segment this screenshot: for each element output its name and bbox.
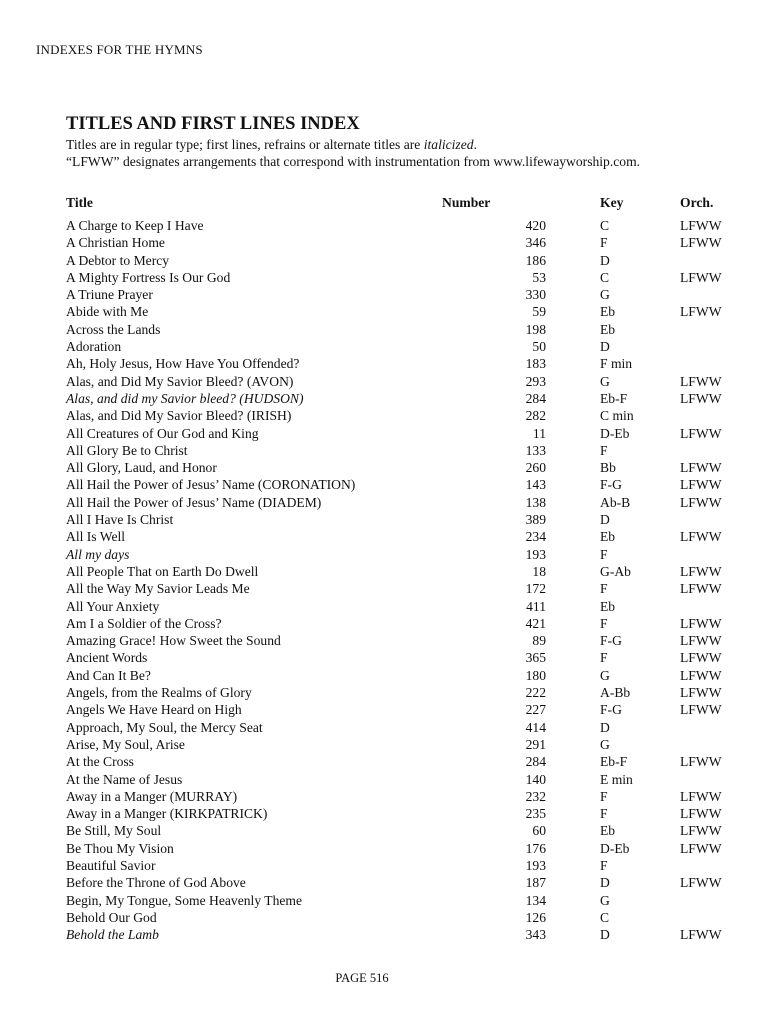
entry-number: 50 xyxy=(532,339,546,355)
entry-number: 134 xyxy=(525,892,546,908)
entry-key: D xyxy=(600,252,610,268)
table-row xyxy=(66,494,750,511)
entry-title: All Hail the Power of Jesus’ Name (CORONATION) xyxy=(66,477,356,493)
entry-key: Eb-F xyxy=(600,754,628,770)
entry-key: Eb xyxy=(600,598,616,614)
column-gap xyxy=(546,459,600,476)
entry-orch xyxy=(680,771,750,788)
entry-orch: LFWW xyxy=(680,685,722,701)
entry-number: 227 xyxy=(525,702,546,718)
entry-orch xyxy=(680,892,750,909)
column-gap xyxy=(546,909,600,926)
table-row xyxy=(66,736,750,753)
entry-key: F xyxy=(600,788,608,804)
entry-title: Away in a Manger (KIRKPATRICK) xyxy=(66,806,268,822)
entry-number: 183 xyxy=(525,356,546,372)
column-gap xyxy=(546,390,600,407)
entry-title: Arise, My Soul, Arise xyxy=(66,736,185,752)
entry-title: All Is Well xyxy=(66,529,126,545)
entry-key: F-G xyxy=(600,477,622,493)
entry-key: F xyxy=(600,615,608,631)
column-gap xyxy=(546,615,600,632)
entry-number: 193 xyxy=(525,857,546,873)
column-gap xyxy=(546,511,600,528)
entry-title: Beautiful Savior xyxy=(66,857,156,873)
table-row xyxy=(66,684,750,701)
intro-line-1-suffix: . xyxy=(473,137,477,152)
entry-key: Eb xyxy=(600,823,616,839)
column-gap xyxy=(546,805,600,822)
entry-title: A Triune Prayer xyxy=(66,287,153,303)
table-row xyxy=(66,234,750,251)
entry-number: 421 xyxy=(525,615,546,631)
entry-title: Am I a Soldier of the Cross? xyxy=(66,615,222,631)
entry-title: All I Have Is Christ xyxy=(66,512,174,528)
entry-title: Ancient Words xyxy=(66,650,148,666)
column-gap xyxy=(546,667,600,684)
entry-key: D xyxy=(600,339,610,355)
table-row xyxy=(66,407,750,424)
entry-title: Abide with Me xyxy=(66,304,149,320)
intro-line-1-prefix: Titles are in regular type; first lines, refrains or alternate titles are xyxy=(66,137,424,152)
entry-title: A Charge to Keep I Have xyxy=(66,218,204,233)
column-gap xyxy=(546,771,600,788)
entry-title: Behold the Lamb xyxy=(66,927,159,943)
table-row xyxy=(66,217,750,234)
entry-orch: LFWW xyxy=(680,702,722,718)
entry-orch: LFWW xyxy=(680,269,722,285)
entry-orch: LFWW xyxy=(680,754,722,770)
entry-title: All Glory, Laud, and Honor xyxy=(66,460,217,476)
column-gap xyxy=(546,649,600,666)
entry-number: 133 xyxy=(525,442,546,458)
entry-number: 222 xyxy=(525,685,546,701)
entry-title: All Glory Be to Christ xyxy=(66,442,188,458)
column-gap xyxy=(546,632,600,649)
entry-orch: LFWW xyxy=(680,615,722,631)
index-intro xyxy=(66,136,640,170)
entry-key: Eb xyxy=(600,321,616,337)
entry-title: A Mighty Fortress Is Our God xyxy=(66,269,231,285)
column-gap xyxy=(546,321,600,338)
table-row xyxy=(66,771,750,788)
entry-title: Begin, My Tongue, Some Heavenly Theme xyxy=(66,892,303,908)
entry-orch xyxy=(680,909,750,926)
table-row xyxy=(66,701,750,718)
entry-title: Alas, and Did My Savior Bleed? (AVON) xyxy=(66,373,294,389)
entry-orch: LFWW xyxy=(680,494,722,510)
table-row xyxy=(66,598,750,615)
entry-orch xyxy=(680,407,750,424)
table-row xyxy=(66,788,750,805)
column-gap xyxy=(546,442,600,459)
entry-key: F-G xyxy=(600,633,622,649)
entry-title: All Your Anxiety xyxy=(66,598,160,614)
entry-orch: LFWW xyxy=(680,633,722,649)
column-gap xyxy=(546,303,600,320)
table-row xyxy=(66,840,750,857)
entry-orch: LFWW xyxy=(680,788,722,804)
entry-orch xyxy=(680,857,750,874)
table-header-row xyxy=(66,195,750,217)
entry-orch: LFWW xyxy=(680,529,722,545)
entry-title: Amazing Grace! How Sweet the Sound xyxy=(66,633,281,649)
entry-number: 60 xyxy=(532,823,546,839)
entry-key: Eb xyxy=(600,529,616,545)
column-gap xyxy=(546,217,600,234)
entry-orch: LFWW xyxy=(680,425,722,441)
entry-key: F xyxy=(600,442,608,458)
entry-orch: LFWW xyxy=(680,840,722,856)
entry-orch xyxy=(680,355,750,372)
entry-key: F min xyxy=(600,356,633,372)
entry-orch xyxy=(680,286,750,303)
entry-number: 346 xyxy=(525,235,546,251)
column-gap xyxy=(546,563,600,580)
entry-key: G xyxy=(600,892,610,908)
entry-key: D xyxy=(600,875,610,891)
column-gap xyxy=(546,840,600,857)
intro-line-1 xyxy=(66,136,640,153)
entry-orch: LFWW xyxy=(680,563,722,579)
entry-title: A Christian Home xyxy=(66,235,165,251)
entry-orch xyxy=(680,321,750,338)
table-row xyxy=(66,563,750,580)
column-gap xyxy=(546,269,600,286)
entry-key: D xyxy=(600,927,610,943)
entry-key: F xyxy=(600,235,608,251)
entry-orch: LFWW xyxy=(680,823,722,839)
column-gap xyxy=(546,684,600,701)
entry-key: C xyxy=(600,269,610,285)
table-row xyxy=(66,511,750,528)
table-row xyxy=(66,355,750,372)
entry-number: 389 xyxy=(525,512,546,528)
entry-key: D-Eb xyxy=(600,425,630,441)
entry-number: 414 xyxy=(525,719,546,735)
column-gap xyxy=(546,373,600,390)
entry-title: At the Name of Jesus xyxy=(66,771,183,787)
entry-title: All my days xyxy=(66,546,130,562)
entry-number: 420 xyxy=(525,218,546,233)
table-row xyxy=(66,909,750,926)
entry-orch: LFWW xyxy=(680,650,722,666)
entry-key: F xyxy=(600,581,608,597)
entry-orch: LFWW xyxy=(680,218,722,233)
entry-title: All Creatures of Our God and King xyxy=(66,425,259,441)
entry-key: E min xyxy=(600,771,633,787)
entry-title: Across the Lands xyxy=(66,321,161,337)
table-row xyxy=(66,649,750,666)
column-gap xyxy=(546,857,600,874)
table-row xyxy=(66,252,750,269)
running-head: INDEXES FOR THE HYMNS xyxy=(36,42,203,57)
entry-number: 172 xyxy=(525,581,546,597)
entry-number: 11 xyxy=(532,425,546,441)
entry-title: Be Thou My Vision xyxy=(66,840,174,856)
entry-title: Away in a Manger (MURRAY) xyxy=(66,788,238,804)
entry-title: Angels, from the Realms of Glory xyxy=(66,685,252,701)
table-row xyxy=(66,892,750,909)
intro-italic-word: italicized xyxy=(423,137,474,152)
entry-title: Approach, My Soul, the Mercy Seat xyxy=(66,719,263,735)
table-row xyxy=(66,546,750,563)
entry-number: 235 xyxy=(525,806,546,822)
entry-orch: LFWW xyxy=(680,235,722,251)
column-gap xyxy=(546,719,600,736)
table-row xyxy=(66,459,750,476)
entry-number: 284 xyxy=(525,390,546,406)
entry-key: C xyxy=(600,218,610,233)
column-header-key: Key xyxy=(600,195,624,210)
entry-key: D xyxy=(600,512,610,528)
entry-number: 193 xyxy=(525,546,546,562)
table-row xyxy=(66,321,750,338)
entry-number: 411 xyxy=(526,598,546,614)
entry-key: G xyxy=(600,667,610,683)
table-row xyxy=(66,528,750,545)
entry-key: G xyxy=(600,373,610,389)
table-row xyxy=(66,822,750,839)
entry-title: Adoration xyxy=(66,339,122,355)
column-gap xyxy=(546,788,600,805)
titles-index-table xyxy=(66,195,750,943)
column-gap xyxy=(546,494,600,511)
entry-title: At the Cross xyxy=(66,754,134,770)
column-gap xyxy=(546,528,600,545)
table-row xyxy=(66,719,750,736)
entry-number: 180 xyxy=(525,667,546,683)
table-row xyxy=(66,857,750,874)
entry-orch: LFWW xyxy=(680,806,722,822)
entry-number: 53 xyxy=(532,269,546,285)
table-row xyxy=(66,753,750,770)
entry-key: D-Eb xyxy=(600,840,630,856)
entry-orch xyxy=(680,719,750,736)
entry-number: 176 xyxy=(525,840,546,856)
entry-number: 186 xyxy=(525,252,546,268)
table-row xyxy=(66,874,750,891)
entry-key: D xyxy=(600,719,610,735)
entry-orch: LFWW xyxy=(680,667,722,683)
column-gap xyxy=(546,598,600,615)
column-gap xyxy=(546,476,600,493)
entry-title: Angels We Have Heard on High xyxy=(66,702,242,718)
entry-orch: LFWW xyxy=(680,581,722,597)
entry-orch xyxy=(680,511,750,528)
entry-number: 293 xyxy=(525,373,546,389)
column-gap xyxy=(546,892,600,909)
entry-orch xyxy=(680,546,750,563)
entry-number: 291 xyxy=(525,736,546,752)
entry-orch: LFWW xyxy=(680,373,722,389)
entry-orch xyxy=(680,598,750,615)
entry-key: F-G xyxy=(600,702,622,718)
column-gap xyxy=(546,580,600,597)
column-header-orch: Orch. xyxy=(680,195,714,210)
entry-title: All People That on Earth Do Dwell xyxy=(66,563,259,579)
table-row xyxy=(66,667,750,684)
entry-key: F xyxy=(600,546,608,562)
column-header-number: Number xyxy=(442,195,491,210)
entry-number: 232 xyxy=(525,788,546,804)
entry-number: 330 xyxy=(525,287,546,303)
entry-orch: LFWW xyxy=(680,460,722,476)
entry-key: C xyxy=(600,909,610,925)
column-gap xyxy=(546,252,600,269)
index-title: TITLES AND FIRST LINES INDEX xyxy=(66,114,360,134)
entry-orch: LFWW xyxy=(680,304,722,320)
column-header-title: Title xyxy=(66,195,93,210)
entry-key: C min xyxy=(600,408,634,424)
entry-key: Ab-B xyxy=(600,494,631,510)
table-row xyxy=(66,615,750,632)
intro-line-2: “LFWW” designates arrangements that correspond with instrumentation from www.lifewayworship.com. xyxy=(66,154,641,169)
entry-orch: LFWW xyxy=(680,875,722,891)
entry-number: 284 xyxy=(525,754,546,770)
entry-number: 365 xyxy=(525,650,546,666)
table-row xyxy=(66,926,750,943)
entry-title: All the Way My Savior Leads Me xyxy=(66,581,250,597)
entry-number: 198 xyxy=(525,321,546,337)
entry-key: F xyxy=(600,857,608,873)
column-gap xyxy=(546,234,600,251)
table-row xyxy=(66,269,750,286)
column-gap xyxy=(546,736,600,753)
entry-orch: LFWW xyxy=(680,477,722,493)
table-row xyxy=(66,442,750,459)
entry-title: Alas, and did my Savior bleed? (HUDSON) xyxy=(66,390,304,406)
entry-title: Ah, Holy Jesus, How Have You Offended? xyxy=(66,356,300,372)
entry-number: 260 xyxy=(525,460,546,476)
table-row xyxy=(66,476,750,493)
entry-title: And Can It Be? xyxy=(66,667,151,683)
entry-key: G-Ab xyxy=(600,563,631,579)
column-gap xyxy=(546,195,600,217)
column-gap xyxy=(546,425,600,442)
page-number: PAGE 516 xyxy=(335,971,389,985)
entry-number: 143 xyxy=(525,477,546,493)
entry-number: 138 xyxy=(525,494,546,510)
entry-number: 126 xyxy=(525,909,546,925)
entry-orch xyxy=(680,736,750,753)
entry-title: A Debtor to Mercy xyxy=(66,252,170,268)
column-gap xyxy=(546,338,600,355)
table-row xyxy=(66,338,750,355)
entry-orch xyxy=(680,252,750,269)
column-gap xyxy=(546,874,600,891)
entry-orch xyxy=(680,442,750,459)
table-row xyxy=(66,580,750,597)
entry-number: 187 xyxy=(525,875,546,891)
entry-title: Be Still, My Soul xyxy=(66,823,162,839)
index-body xyxy=(66,217,750,943)
table-row xyxy=(66,425,750,442)
column-gap xyxy=(546,926,600,943)
entry-key: F xyxy=(600,806,608,822)
table-row xyxy=(66,373,750,390)
entry-title: Behold Our God xyxy=(66,909,157,925)
entry-key: Eb-F xyxy=(600,390,628,406)
entry-key: F xyxy=(600,650,608,666)
entry-orch: LFWW xyxy=(680,390,722,406)
table-row xyxy=(66,303,750,320)
column-gap xyxy=(546,355,600,372)
entry-title: Alas, and Did My Savior Bleed? (IRISH) xyxy=(66,408,292,424)
column-gap xyxy=(546,822,600,839)
entry-orch: LFWW xyxy=(680,927,722,943)
table-row xyxy=(66,390,750,407)
entry-key: G xyxy=(600,736,610,752)
entry-title: All Hail the Power of Jesus’ Name (DIADEM) xyxy=(66,494,322,510)
entry-number: 59 xyxy=(532,304,546,320)
entry-number: 234 xyxy=(525,529,546,545)
entry-number: 282 xyxy=(525,408,546,424)
entry-orch xyxy=(680,338,750,355)
table-row xyxy=(66,805,750,822)
entry-number: 18 xyxy=(532,563,546,579)
entry-title: Before the Throne of God Above xyxy=(66,875,246,891)
column-gap xyxy=(546,286,600,303)
column-gap xyxy=(546,546,600,563)
entry-key: A-Bb xyxy=(600,685,631,701)
entry-number: 140 xyxy=(525,771,546,787)
table-row xyxy=(66,632,750,649)
entry-number: 89 xyxy=(532,633,546,649)
table-row xyxy=(66,286,750,303)
column-gap xyxy=(546,753,600,770)
entry-key: G xyxy=(600,287,610,303)
column-gap xyxy=(546,701,600,718)
entry-key: Bb xyxy=(600,460,616,476)
entry-number: 343 xyxy=(525,927,546,943)
entry-key: Eb xyxy=(600,304,616,320)
column-gap xyxy=(546,407,600,424)
